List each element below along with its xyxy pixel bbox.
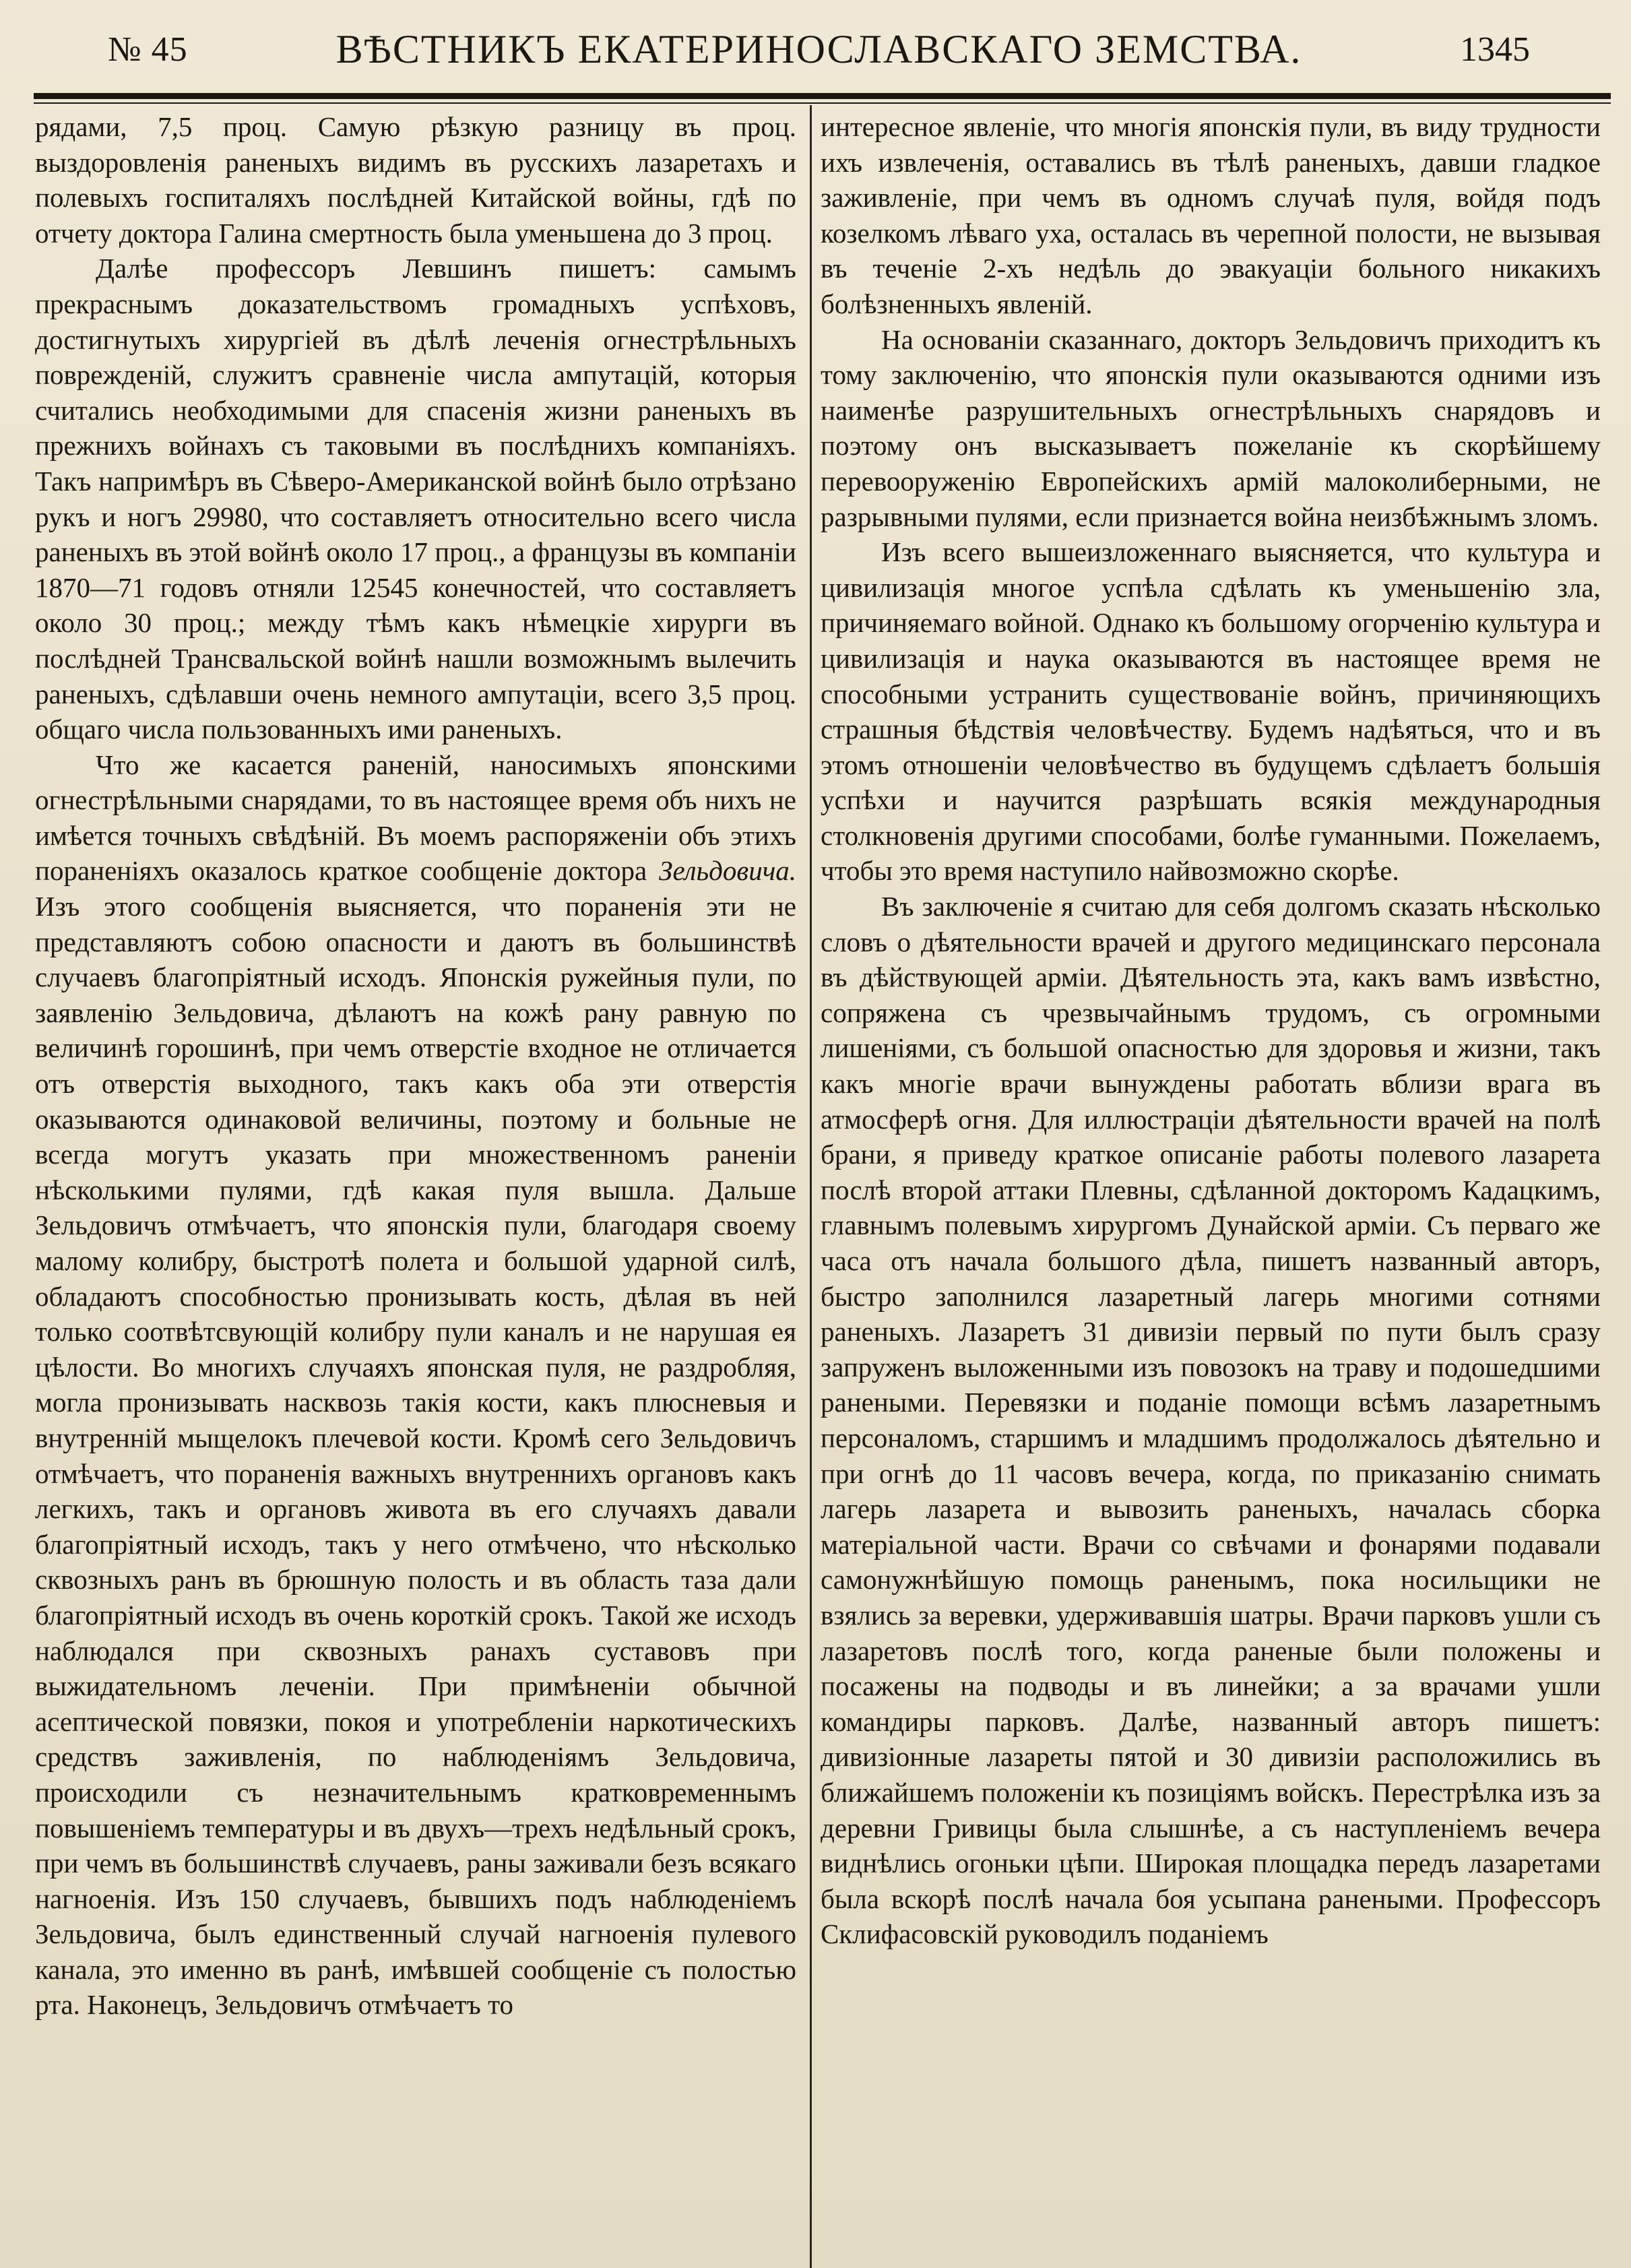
- right-column: [821, 109, 1601, 2268]
- right-paragraph-3: Изъ всего вышеизложеннаго выясняется, что культура и цивилизація многое успѣла сдѣлать къ уменьшенію зла, причиняемаго войной. Однако къ большому огорченію культура и цивилизація и наука оказываются въ настоящее время не способными устранить существованіе войнъ, причиняющихъ страшныя бѣдствія человѣчеству. Будемъ надѣяться, что и въ этомъ отношеніи человѣчество въ будущемъ сдѣлаетъ большія успѣхи и научится разрѣшать всякія международныя столкновенія другими способами, болѣе гуманными. Пожелаемъ, чтобы это время наступило найвозможно скорѣе.: [821, 536, 1601, 887]
- left-paragraph-3: [35, 747, 796, 2023]
- left-paragraph-1: рядами, 7,5 проц. Самую рѣзкую разницу въ проц. выздоровленія раненыхъ видимъ въ русскихъ лазаретахъ и полевыхъ госпиталяхъ послѣдней Китайской войны, гдѣ по отчету доктора Галина смертность была уменьшена до 3 проц.: [35, 111, 796, 249]
- issue-number: № 45: [108, 30, 188, 69]
- left-paragraph-3-rest: Изъ этого сообщенія выясняется, что пораненія эти не представляютъ собою опасности и даютъ въ большинствѣ случаевъ благопріятный исходъ. Японскія ружейныя пули, по заявленію Зельдовича, дѣлаютъ на кожѣ рану равную по величинѣ горошинѣ, при чемъ отверстіе входное не отличается отъ отверстія выходного, такъ какъ оба эти отверстія оказываются одинаковой величины, поэтому и больные не всегда могутъ указать при множественномъ раненіи нѣсколькими пулями, гдѣ какая пуля вышла. Дальше Зельдовичъ отмѣчаетъ, что японскія пули, благодаря своему малому колибру, быстротѣ полета и большой ударной силѣ, обладаютъ способностью пронизывать кость, дѣлая въ ней только соотвѣтсвующій колибру пули каналъ и не нарушая ея цѣлости. Во многихъ случаяхъ японская пуля, не раздробляя, могла пронизывать насквозь такія кости, какъ плюсневыя и внутренній мыщелокъ плечевой кости. Кромѣ сего Зельдовичъ отмѣчаетъ, что пораненія важныхъ внутреннихъ органовъ какъ легкихъ, такъ и органовъ живота въ его случаяхъ давали благопріятный исходъ, такъ у него отмѣчено, что нѣсколько сквозныхъ ранъ въ брюшную полость и въ область таза дали благопріятный исходъ въ очень короткій срокъ. Такой же исходъ наблюдался при сквозныхъ ранахъ суставовъ при выжидательномъ леченіи. При примѣненіи обычной асептической повязки, покоя и употребленіи наркотическихъ средствъ заживленія, по наблюденіямъ Зельдовича, происходили съ незначительнымъ кратковременнымъ повышеніемъ температуры и въ двухъ—трехъ недѣльный срокъ, при чемъ въ большинствѣ случаевъ, раны заживали безъ всякаго нагноенія. Изъ 150 случаевъ, бывшихъ подъ наблюденіемъ Зельдовича, былъ единственный случай нагноенія пулевого канала, это именно въ ранѣ, имѣвшей сообщеніе съ полостью рта. Наконецъ, Зельдовичъ отмѣчаетъ то: [35, 891, 796, 2021]
- right-paragraph-2: На основаніи сказаннаго, докторъ Зельдовичъ приходитъ къ тому заключенію, что японскія пули оказываются одними изъ наименѣе разрушительныхъ огнестрѣльныхъ снарядовъ и поэтому онъ высказываетъ пожеланіе къ скорѣйшему перевооруженію Европейскихъ армій малоколиберными, не разрывными пулями, если признается война неизбѣжнымъ зломъ.: [821, 323, 1601, 532]
- header-rule-thick: [34, 93, 1611, 99]
- left-paragraph-3-start: Что же касается раненій, наносимыхъ японскими огнестрѣльными снарядами, то въ настоящее время объ нихъ не имѣется точныхъ свѣдѣній. Въ моемъ распоряженіи объ этихъ пораненіяхъ оказалось краткое сообщеніе доктора: [35, 749, 796, 887]
- author-name-italic: Зельдовича.: [659, 855, 796, 887]
- column-divider: [810, 105, 812, 2268]
- page-header: [27, 12, 1604, 86]
- masthead-title: ВѢСТНИКЪ ЕКАТЕРИНОСЛАВСКАГО ЗЕМСТВА.: [335, 26, 1302, 71]
- left-column: [35, 109, 796, 2268]
- page-number: 1345: [1460, 30, 1530, 69]
- header-rule-thin: [34, 102, 1611, 104]
- right-paragraph-4: Въ заключеніе я считаю для себя долгомъ сказать нѣсколько словъ о дѣятельности врачей и другого медицинскаго персонала въ дѣйствующей арміи. Дѣятельность эта, какъ вамъ извѣстно, сопряжена съ чрезвычайнымъ трудомъ, съ огромными лишеніями, съ большой опасностью для здоровья и жизни, такъ какъ многіе врачи вынуждены работать вблизи врага въ атмосферѣ огня. Для иллюстраціи дѣятельности врачей на полѣ брани, я приведу краткое описаніе работы полевого лазарета послѣ второй аттаки Плевны, сдѣланной докторомъ Кадацкимъ, главнымъ полевымъ хирургомъ Дунайской арміи. Съ перваго же часа отъ начала большого дѣла, пишетъ названный авторъ, быстро заполнился лазаретный лагерь многими сотнями раненыхъ. Лазаретъ 31 дивизіи первый по пути былъ сразу запруженъ выложенными изъ повозокъ на траву и подошедшими ранеными. Перевязки и поданіе помощи всѣмъ лазаретнымъ персоналомъ, старшимъ и младшимъ продолжалось дѣятельно и при огнѣ до 11 часовъ вечера, когда, по приказанію снимать лагерь лазарета и вывозить раненыхъ, началась сборка матеріальной части. Врачи со свѣчами и фонарями подавали самонужнѣйшую помощь раненымъ, пока носильщики не взялись за веревки, удерживавшія шатры. Врачи парковъ ушли съ лазаретовъ послѣ того, когда раненые были положены и посажены на подводы и въ линейки; а за врачами ушли командиры парковъ. Далѣе, названный авторъ пишетъ: дивизіонные лазареты пятой и 30 дивизіи расположились въ ближайшемъ положеніи къ позиціямъ войскъ. Перестрѣлка изъ за деревни Гривицы была слышнѣе, а съ наступленіемъ вечера виднѣлись огоньки цѣпи. Широкая площадка передъ лазаретами была вскорѣ послѣ начала боя усыпана ранеными. Профессоръ Склифасовскій руководилъ поданіемъ: [821, 891, 1601, 1950]
- left-paragraph-2: Далѣе профессоръ Левшинъ пишетъ: самымъ прекраснымъ доказательствомъ громадныхъ успѣховъ, достигнутыхъ хирургіей въ дѣлѣ леченія огнестрѣльныхъ поврежденій, служитъ сравненіе числа ампутацій, которыя считались необходимыми для спасенія жизни раненыхъ въ прежнихъ войнахъ съ таковыми въ послѣднихъ компаніяхъ. Такъ напримѣръ въ Сѣверо-Американской войнѣ было отрѣзано рукъ и ногъ 29980, что составляетъ относительно всего числа раненыхъ въ этой войнѣ около 17 проц., а французы въ компаніи 1870—71 годовъ отняли 12545 конечностей, что составляетъ около 30 проц.; между тѣмъ какъ нѣмецкіе хирурги въ послѣдней Трансвальской войнѣ нашли возможнымъ вылечить раненыхъ, сдѣлавши очень немного ампутаціи, всего 3,5 проц. общаго числа пользованныхъ ими раненыхъ.: [35, 253, 796, 745]
- right-paragraph-1: интересное явленіе, что многія японскія пули, въ виду трудности ихъ извлеченія, оставались въ тѣлѣ раненыхъ, давши гладкое заживленіе, при чемъ въ одномъ случаѣ пуля, войдя подъ козелкомъ лѣваго уха, осталась въ черепной полости, не вызывая въ теченіе 2-хъ недѣль до эвакуаціи больного никакихъ болѣзненныхъ явленій.: [821, 111, 1601, 319]
